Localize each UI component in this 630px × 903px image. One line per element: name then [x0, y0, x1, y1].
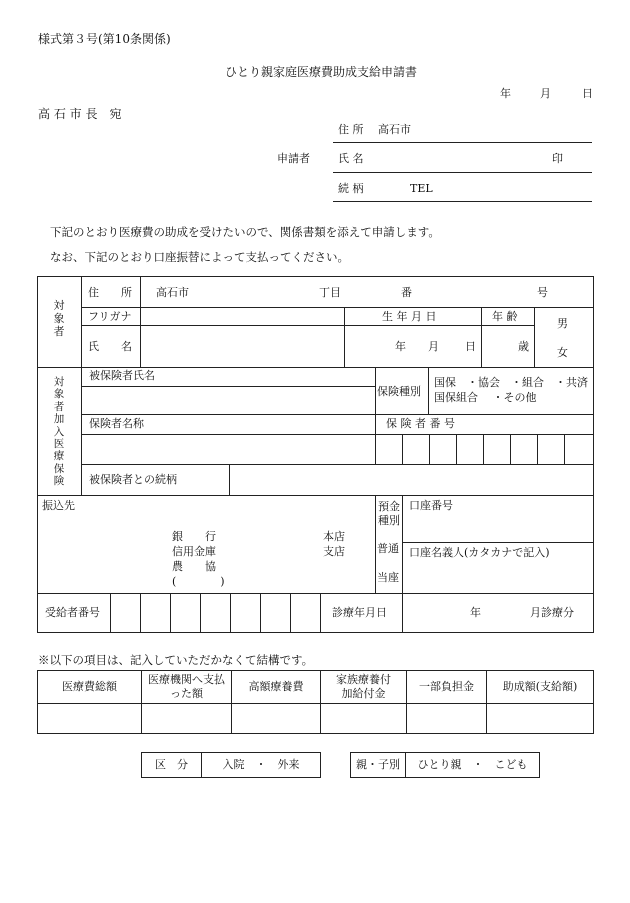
subject-ban: 番 — [401, 286, 412, 299]
age-col-line — [481, 307, 482, 368]
insured-name-label: 被保険者氏名 — [89, 369, 155, 382]
insurer-digit-6 — [537, 434, 538, 464]
type-col-line — [428, 367, 429, 414]
office-header-line — [37, 703, 594, 704]
bank-branch[interactable]: 支店 — [323, 545, 345, 558]
applicant-relation-line — [333, 201, 592, 202]
deposit-col-line — [402, 495, 403, 593]
intro-line-2: なお、下記のとおり口座振替によって支払ってください。 — [50, 250, 349, 264]
deposit-type-label: 預金種別 — [378, 500, 400, 527]
furigana-label: フリガナ — [88, 310, 132, 323]
relation-col-line — [229, 464, 230, 495]
insurer-number-label: 保 険 者 番 号 — [386, 417, 455, 430]
addressee: 高 石 市 長 宛 — [38, 107, 122, 121]
dob-month: 月 — [428, 340, 439, 353]
seal-mark: 印 — [552, 152, 563, 165]
subject-chome: 丁目 — [319, 286, 341, 299]
applicant-address-value[interactable]: 高石市 — [378, 123, 411, 136]
recipient-digit-1 — [110, 593, 111, 633]
intro-line-1: 下記のとおり医療費の助成を受けたいので、関係書類を添えて申請します。 — [50, 225, 440, 239]
applicant-tel-label: TEL — [410, 182, 433, 195]
insurance-type-options-2[interactable]: 国保組合 ・その他 — [434, 391, 537, 404]
recipient-number-label: 受給者番号 — [45, 606, 100, 619]
insurer-sub-line — [81, 434, 594, 435]
recipient-top-line — [37, 593, 594, 594]
bank-top-line — [37, 495, 594, 496]
date-day: 日 — [582, 87, 593, 100]
dob-day: 日 — [465, 340, 476, 353]
age-unit: 歳 — [518, 340, 529, 353]
applicant-address-label: 住 所 — [338, 123, 364, 136]
recipient-digit-6 — [260, 593, 261, 633]
subject-row-line-2 — [81, 325, 534, 326]
insurance-mid-col — [375, 367, 376, 464]
recipient-digit-4 — [200, 593, 201, 633]
dob-year: 年 — [395, 340, 406, 353]
deposit-current[interactable]: 当座 — [377, 571, 399, 584]
bank-bank[interactable]: 銀 行 — [172, 530, 216, 543]
age-label: 年 齢 — [492, 310, 518, 323]
office-note: ※以下の項目は、記入していただかなくて結構です。 — [38, 653, 314, 667]
recipient-digit-5 — [230, 593, 231, 633]
applicant-address-line — [333, 142, 592, 143]
visit-month-suffix: 月診療分 — [530, 606, 574, 619]
subject-label-col — [140, 276, 141, 368]
parent-child-value[interactable]: ひとり親 ・ こども — [417, 758, 528, 772]
category-label: 区 分 — [155, 758, 188, 772]
bank-label: 振込先 — [42, 499, 75, 512]
insurance-type-options-1[interactable]: 国保 ・協会 ・組合 ・共済 — [434, 376, 588, 389]
applicant-name-line — [333, 172, 592, 173]
office-header-high-cost: 高額療養費 — [248, 680, 304, 694]
visit-date-label: 診療年月日 — [332, 606, 387, 619]
insurer-digit-5 — [510, 434, 511, 464]
form-number: 様式第３号(第10条関係) — [38, 32, 171, 46]
insured-name-sub-line — [81, 386, 375, 387]
subject-go: 号 — [537, 286, 548, 299]
applicant-label: 申請者 — [277, 152, 310, 165]
subject-city[interactable]: 高石市 — [156, 286, 189, 299]
subject-section-label: 対象者 — [53, 299, 65, 338]
deposit-ordinary[interactable]: 普通 — [377, 542, 399, 555]
office-header-copay: 一部負担金 — [419, 680, 474, 694]
subject-name-label: 氏 名 — [88, 340, 132, 353]
visit-year: 年 — [470, 606, 481, 619]
category-value[interactable]: 入院 ・ 外来 — [222, 758, 300, 772]
dob-col-line — [344, 307, 345, 368]
insurer-digit-4 — [483, 434, 484, 464]
bank-paren: ( ) — [172, 575, 225, 588]
sex-female[interactable]: 女 — [557, 346, 568, 359]
dob-label: 生 年 月 日 — [382, 310, 437, 323]
account-split-line — [402, 542, 594, 543]
recipient-digit-3 — [170, 593, 171, 633]
recipient-digit-7 — [290, 593, 291, 633]
insurance-top-line — [37, 367, 594, 368]
sex-col-line — [534, 307, 535, 368]
recipient-digit-2 — [140, 593, 141, 633]
bank-head-office[interactable]: 本店 — [323, 530, 345, 543]
subject-address-label: 住 所 — [88, 286, 132, 299]
insurer-digit-3 — [456, 434, 457, 464]
applicant-relation-label: 続 柄 — [338, 182, 364, 195]
insurance-row-line-3 — [81, 464, 594, 465]
subject-divider — [81, 276, 82, 368]
recipient-digit-8 — [320, 593, 321, 633]
account-number-label: 口座番号 — [409, 499, 453, 512]
bank-nokyo[interactable]: 農 協 — [172, 560, 216, 573]
insurance-type-label: 保険種別 — [377, 385, 421, 398]
applicant-name-label: 氏 名 — [338, 152, 364, 165]
subject-row-line-1 — [81, 307, 594, 308]
date-year: 年 — [500, 87, 511, 100]
visit-col-line — [402, 593, 403, 633]
office-header-family: 家族療養付加給付金 — [336, 673, 391, 700]
office-header-subsidy: 助成額(支給額) — [502, 680, 578, 694]
office-header-paid: 医療機関へ支払った額 — [148, 673, 225, 700]
office-header-total: 医療費総額 — [62, 680, 117, 694]
bank-shinkin[interactable]: 信用金庫 — [172, 545, 216, 558]
insurer-digit-1 — [402, 434, 403, 464]
insurer-title-label: 保険者名称 — [89, 417, 144, 430]
insured-relation-label: 被保険者との続柄 — [89, 473, 177, 486]
insurance-row-line-2 — [81, 414, 594, 415]
parent-child-label: 親・子別 — [356, 758, 400, 772]
account-holder-label: 口座名義人(カタカナで記入) — [409, 546, 550, 559]
form-title: ひとり親家庭医療費助成支給申請書 — [225, 65, 418, 79]
insurer-digit-7 — [564, 434, 565, 464]
insurance-section-label: 対象者加入医療保険 — [53, 376, 65, 487]
insurer-digit-2 — [429, 434, 430, 464]
sex-male[interactable]: 男 — [557, 317, 568, 330]
date-month: 月 — [540, 87, 551, 100]
